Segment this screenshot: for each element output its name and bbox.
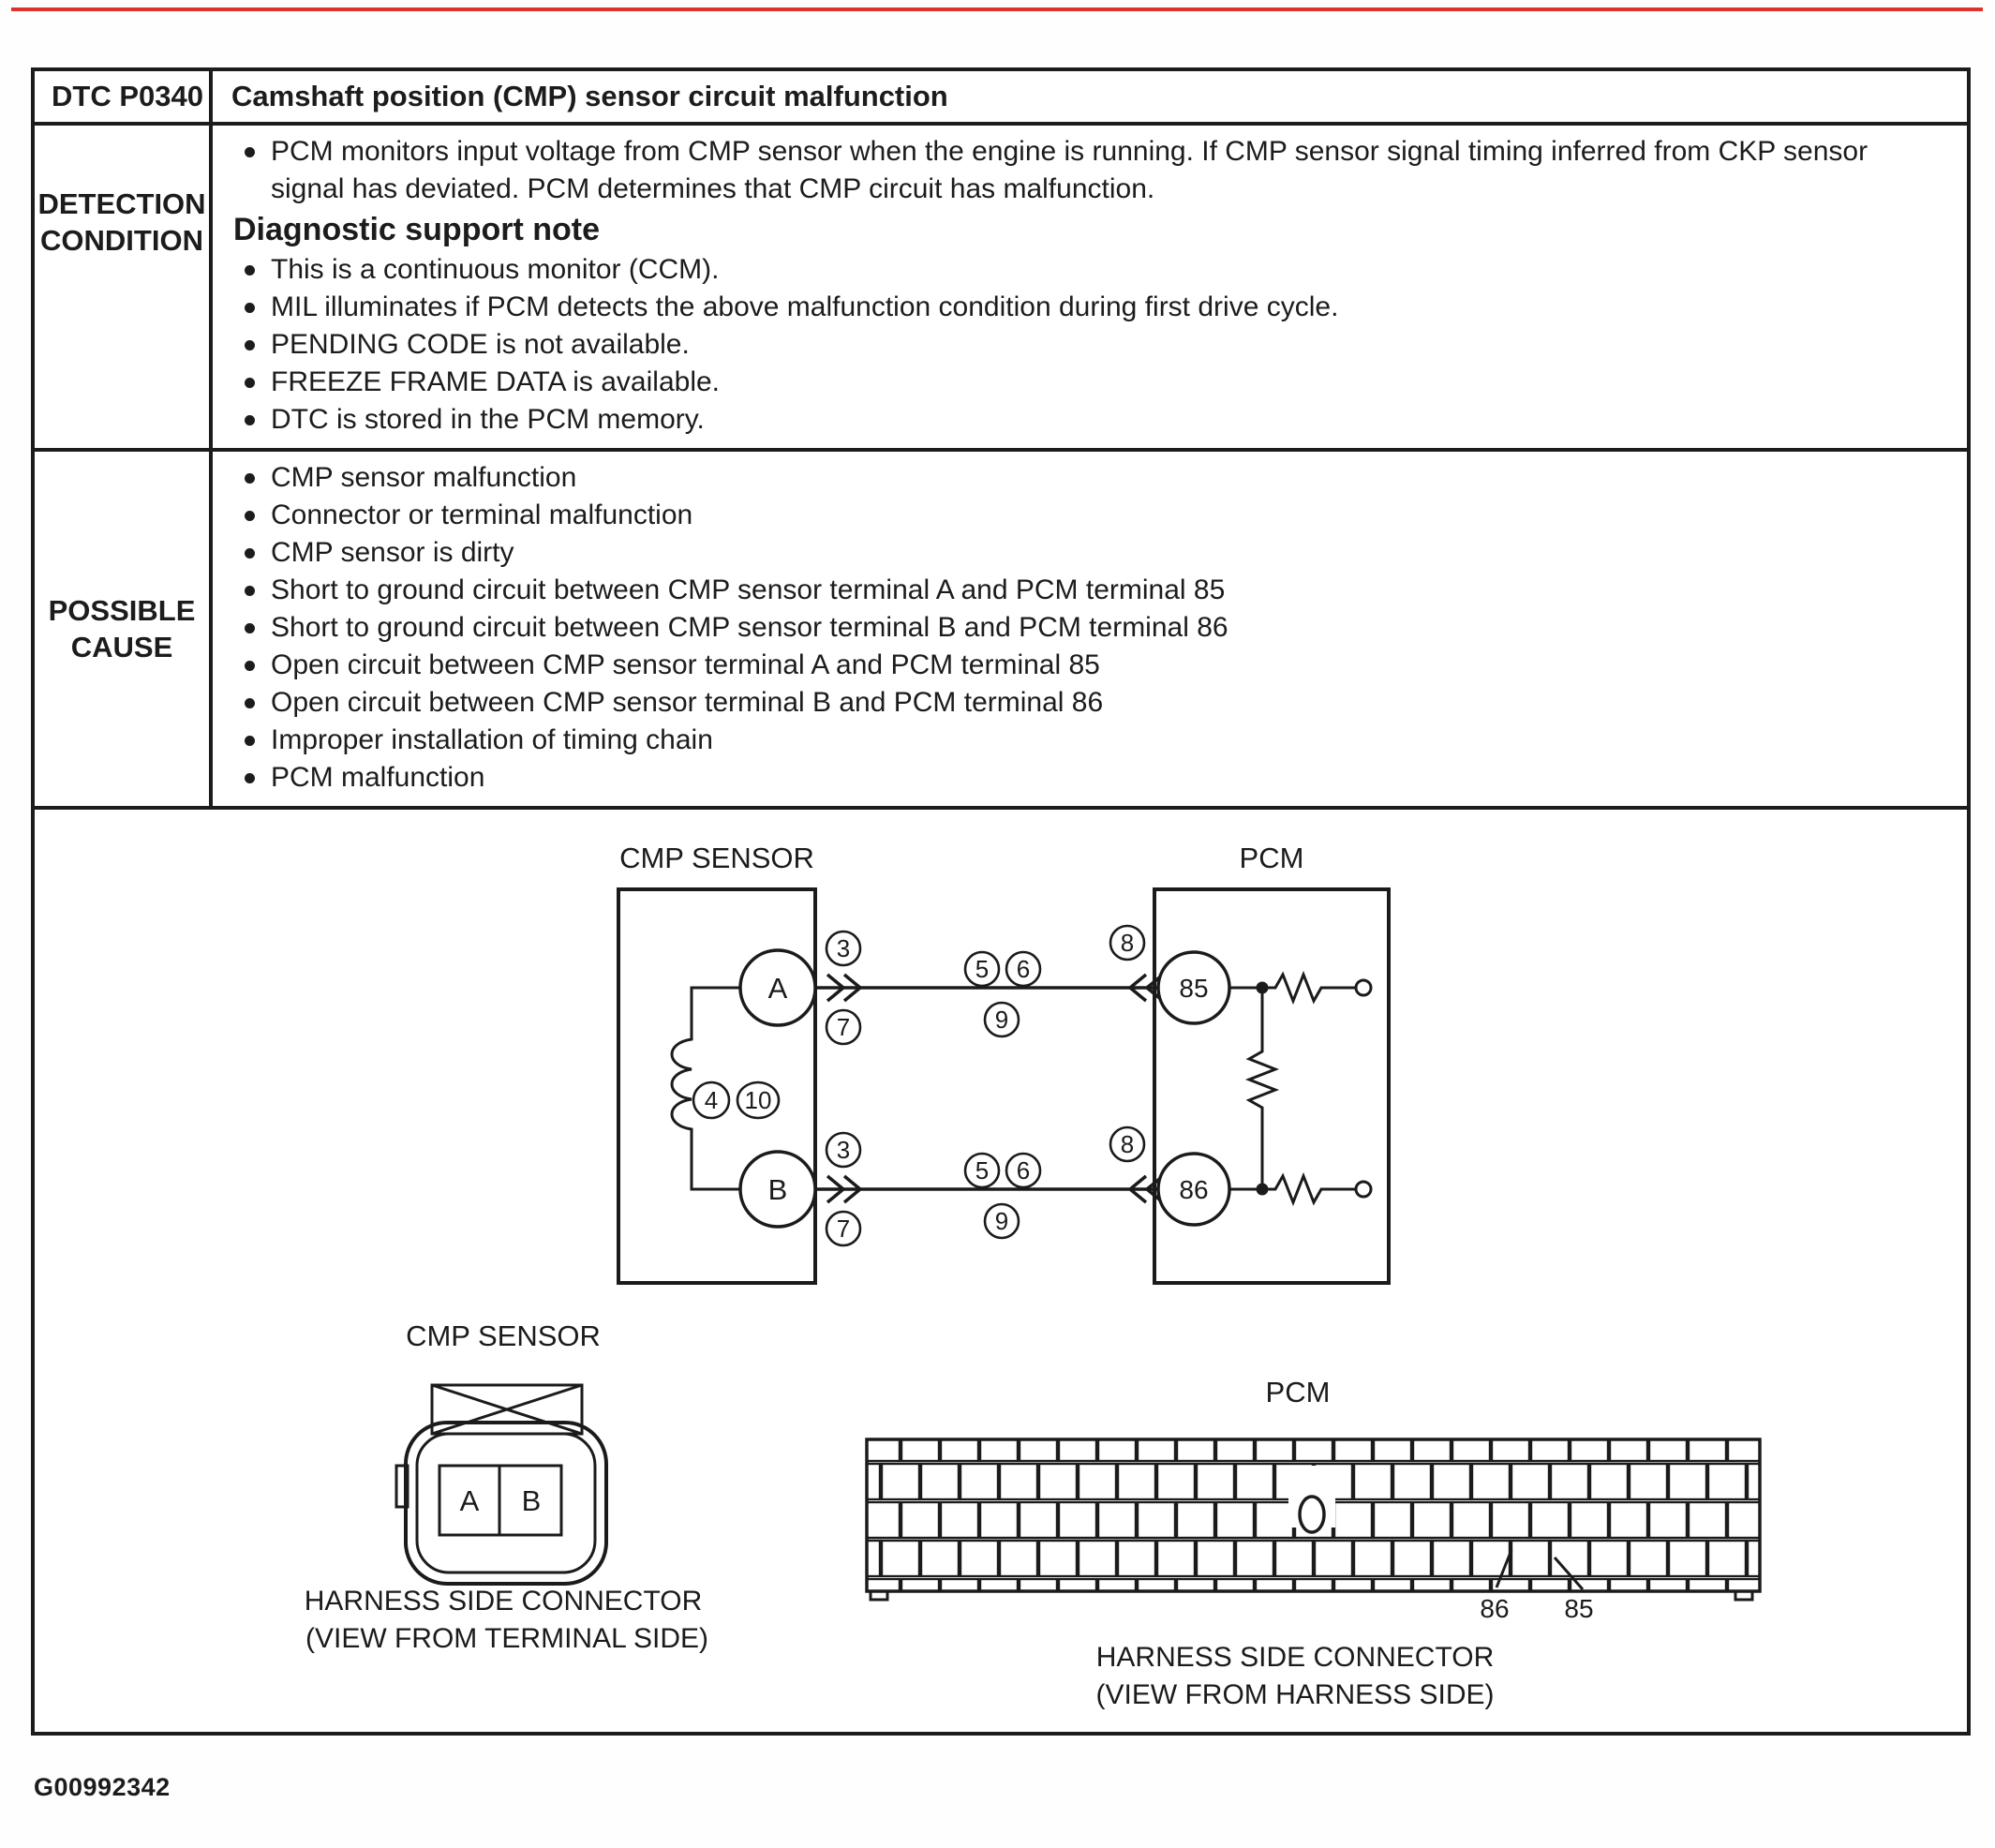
detection-bullet bbox=[231, 251, 1939, 289]
bullet-dot bbox=[245, 511, 255, 521]
pcm-connector-title: PCM bbox=[1265, 1376, 1331, 1408]
pcm-connector-keyhole bbox=[1300, 1497, 1324, 1532]
pcm-connector-caption-1: HARNESS SIDE CONNECTOR bbox=[1095, 1642, 1495, 1673]
wiring-diagram-cell bbox=[35, 810, 1967, 1732]
circled-number-text: 9 bbox=[994, 1207, 1009, 1235]
pcm-connector-foot bbox=[871, 1591, 887, 1600]
cause-bullet-text: Improper installation of timing chain bbox=[271, 724, 713, 755]
dtc-code: DTC P0340 bbox=[52, 80, 203, 112]
bullet-dot bbox=[245, 661, 255, 671]
dtc-title-cell bbox=[213, 71, 1967, 122]
terminal-a-label: A bbox=[767, 972, 788, 1005]
possible-cause-label-line2: CAUSE bbox=[70, 631, 173, 663]
possible-cause-row bbox=[35, 452, 1967, 810]
circled-number-text: 7 bbox=[836, 1215, 851, 1243]
cause-bullet bbox=[231, 497, 1939, 534]
cause-bullet bbox=[231, 759, 1939, 797]
cmp-connector-terminal-a-label: A bbox=[459, 1484, 480, 1517]
cmp-connector-cross bbox=[432, 1385, 582, 1434]
bullet-dot bbox=[245, 415, 255, 425]
cause-bullet bbox=[231, 647, 1939, 684]
detection-bullet bbox=[231, 289, 1939, 326]
dtc-title: Camshaft position (CMP) sensor circuit malfunction bbox=[231, 80, 948, 112]
circled-number-text: 4 bbox=[704, 1086, 719, 1114]
bullet-dot bbox=[245, 265, 255, 276]
circled-number-text: 7 bbox=[836, 1013, 851, 1041]
detection-label-line2: CONDITION bbox=[40, 224, 203, 257]
detection-bullet bbox=[231, 326, 1939, 364]
vertical-resistor bbox=[1249, 993, 1275, 1184]
detection-bullet-text: This is a continuous monitor (CCM). bbox=[271, 254, 720, 285]
circled-number-text: 5 bbox=[975, 1156, 990, 1185]
terminal-open-circle bbox=[1356, 980, 1371, 995]
bullet-dot bbox=[245, 698, 255, 708]
figure-id: G00992342 bbox=[34, 1773, 171, 1801]
detection-bullet-text: MIL illuminates if PCM detects the above malfunction condition during first drive cycle. bbox=[271, 291, 1339, 322]
pcm-connector-pin-86-label: 86 bbox=[1480, 1594, 1510, 1623]
cause-bullet-text: CMP sensor malfunction bbox=[271, 462, 577, 493]
circled-number-text: 8 bbox=[1120, 929, 1135, 957]
pin-85-label: 85 bbox=[1179, 974, 1209, 1003]
detection-content-cell bbox=[213, 126, 1967, 448]
circled-number-text: 3 bbox=[836, 934, 851, 962]
cause-bullet-text: Short to ground circuit between CMP sensor terminal B and PCM terminal 86 bbox=[271, 612, 1228, 643]
junction-dot bbox=[1257, 982, 1269, 994]
circled-number-text: 10 bbox=[744, 1086, 772, 1114]
detection-row bbox=[35, 126, 1967, 452]
bullet-dot bbox=[245, 586, 255, 596]
resistor-86 bbox=[1229, 1176, 1355, 1202]
circled-number-text: 3 bbox=[836, 1136, 851, 1164]
bullet-dot bbox=[245, 340, 255, 350]
bullet-dot bbox=[245, 736, 255, 746]
detection-intro-text: PCM monitors input voltage from CMP sensor when the engine is running. If CMP sensor signal timing inferred from CKP sensor signal has deviated. PCM determines that CMP circuit has malfunction. bbox=[271, 136, 1868, 204]
scan-artifact-red-line bbox=[11, 7, 1983, 11]
schematic-cmp-sensor-title: CMP SENSOR bbox=[619, 842, 814, 874]
cause-bullet-text: PCM malfunction bbox=[271, 762, 485, 793]
cause-bullet bbox=[231, 572, 1939, 609]
diagnostic-support-note-heading: Diagnostic support note bbox=[233, 212, 600, 247]
terminal-b-label: B bbox=[767, 1173, 788, 1206]
dtc-code-cell bbox=[35, 71, 213, 122]
cause-bullet bbox=[231, 722, 1939, 759]
cause-bullet-text: Open circuit between CMP sensor terminal B and PCM terminal 86 bbox=[271, 687, 1104, 718]
junction-dot bbox=[1257, 1184, 1269, 1196]
cmp-connector-caption-2: (VIEW FROM TERMINAL SIDE) bbox=[305, 1623, 709, 1654]
circled-number-text: 8 bbox=[1120, 1130, 1135, 1158]
bullet-dot bbox=[245, 623, 255, 633]
terminal-open-circle bbox=[1356, 1182, 1371, 1197]
detection-bullet bbox=[231, 364, 1939, 401]
bullet-dot bbox=[245, 147, 255, 157]
cause-bullet-text: Connector or terminal malfunction bbox=[271, 499, 693, 530]
cause-bullet-text: Short to ground circuit between CMP sensor terminal A and PCM terminal 85 bbox=[271, 574, 1226, 605]
pcm-connector-foot bbox=[1735, 1591, 1752, 1600]
detection-bullet bbox=[231, 401, 1939, 439]
schematic-pcm-title: PCM bbox=[1239, 842, 1304, 874]
cause-bullet-text: Open circuit between CMP sensor terminal A and PCM terminal 85 bbox=[271, 649, 1100, 680]
bullet-dot bbox=[245, 473, 255, 484]
bullet-dot bbox=[245, 548, 255, 559]
dtc-table bbox=[31, 67, 1971, 1736]
resistor-85 bbox=[1229, 975, 1355, 1001]
detection-label-line1: DETECTION bbox=[37, 187, 206, 220]
cause-bullet bbox=[231, 459, 1939, 497]
cmp-connector-caption-1: HARNESS SIDE CONNECTOR bbox=[304, 1586, 703, 1617]
cause-bullet bbox=[231, 534, 1939, 572]
cmp-connector-inner bbox=[417, 1434, 595, 1572]
cause-bullet bbox=[231, 609, 1939, 647]
cmp-connector-outer bbox=[406, 1423, 606, 1584]
detection-intro-bullet bbox=[231, 133, 1939, 208]
header-row bbox=[35, 71, 1967, 126]
cause-bullet bbox=[231, 684, 1939, 722]
circled-number-text: 6 bbox=[1016, 955, 1031, 983]
cmp-connector-terminal-b-label: B bbox=[521, 1484, 542, 1517]
detection-bullet-text: PENDING CODE is not available. bbox=[271, 329, 690, 360]
detection-bullet-text: FREEZE FRAME DATA is available. bbox=[271, 366, 721, 397]
wiring-diagram bbox=[35, 810, 1963, 1732]
bullet-dot bbox=[245, 303, 255, 313]
pcm-connector-caption-2: (VIEW FROM HARNESS SIDE) bbox=[1095, 1679, 1495, 1710]
cmp-connector-title: CMP SENSOR bbox=[406, 1319, 601, 1352]
diagram-row bbox=[35, 810, 1967, 1732]
possible-cause-label-line1: POSSIBLE bbox=[48, 594, 196, 627]
bullet-dot bbox=[245, 773, 255, 783]
pin-86-label: 86 bbox=[1179, 1175, 1209, 1204]
detection-label-cell bbox=[35, 126, 213, 448]
circled-number-text: 6 bbox=[1016, 1156, 1031, 1185]
possible-cause-label-cell bbox=[35, 452, 213, 806]
detection-bullet-text: DTC is stored in the PCM memory. bbox=[271, 404, 705, 435]
circled-number-text: 5 bbox=[975, 955, 990, 983]
circled-number-text: 9 bbox=[994, 1006, 1009, 1034]
possible-cause-content-cell bbox=[213, 452, 1967, 806]
cause-bullet-text: CMP sensor is dirty bbox=[271, 537, 514, 568]
pcm-connector-pin-85-label: 85 bbox=[1564, 1594, 1594, 1623]
bullet-dot bbox=[245, 378, 255, 388]
